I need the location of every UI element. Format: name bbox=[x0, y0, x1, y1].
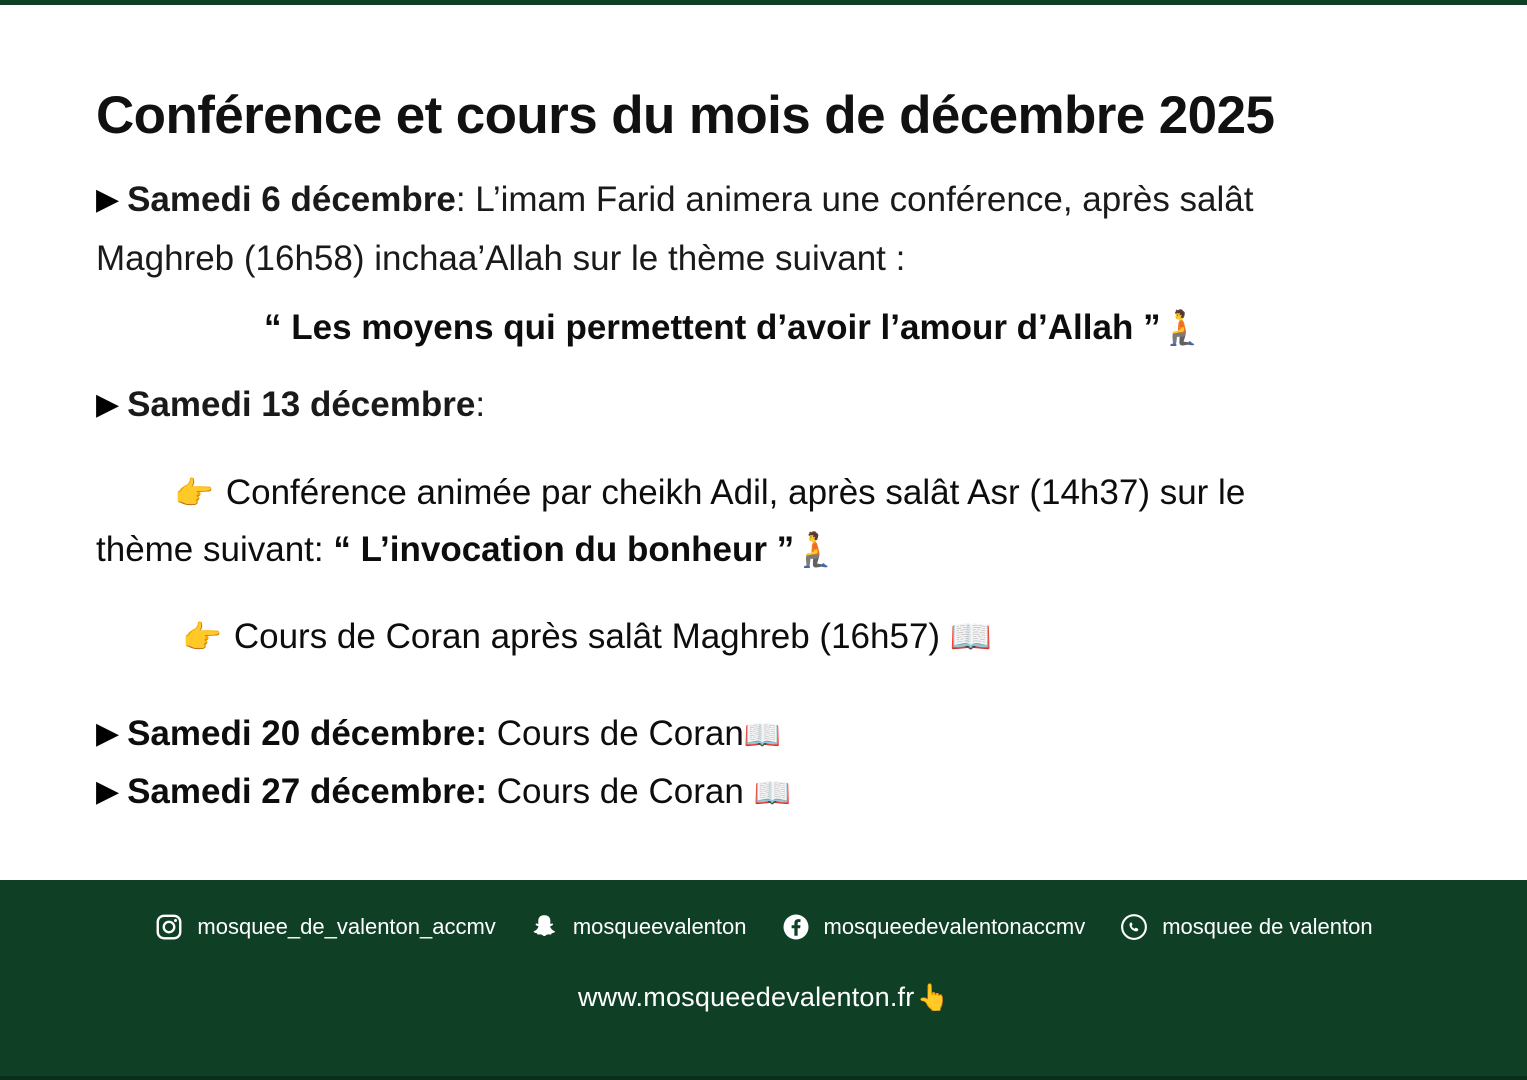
social-instagram-handle: mosquee_de_valenton_accmv bbox=[197, 914, 496, 939]
social-snapchat[interactable] bbox=[530, 912, 747, 942]
triangle-bullet-icon: ▶ bbox=[96, 183, 120, 217]
entry-dec20-text: Cours de Coran bbox=[496, 714, 744, 754]
pointing-hand-icon: 👉 bbox=[182, 617, 222, 656]
person-kneeling-icon: 🧎 bbox=[794, 529, 837, 570]
website-line[interactable] bbox=[0, 982, 1527, 1013]
pointing-hand-icon: 👉 bbox=[174, 474, 214, 513]
entry-dec20 bbox=[96, 705, 1439, 763]
person-kneeling-icon: 🧎 bbox=[1160, 307, 1203, 348]
triangle-bullet-icon: ▶ bbox=[96, 717, 120, 751]
social-whatsapp-handle: mosquee de valenton bbox=[1162, 914, 1373, 939]
entry-dec27-text: Cours de Coran bbox=[496, 772, 744, 812]
social-links bbox=[0, 912, 1527, 942]
entry-dec13-colon: : bbox=[475, 385, 486, 425]
entry-dec6-theme-text: “ Les moyens qui permettent d’avoir l’amour d’Allah ” bbox=[264, 307, 1161, 347]
entry-dec13-heading bbox=[96, 376, 1439, 435]
entry-dec13-item1-theme: “ L’invocation du bonheur ” bbox=[333, 529, 795, 569]
entry-dec6-theme bbox=[96, 305, 1439, 351]
social-facebook-handle: mosqueedevalentonaccmv bbox=[823, 914, 1086, 939]
quran-book-icon: 📖 bbox=[949, 616, 993, 657]
entry-dec13-item2 bbox=[96, 609, 1439, 666]
entry-dec6-text-line1: : L’imam Farid animera une conférence, après salât bbox=[455, 180, 1254, 220]
instagram-icon bbox=[154, 912, 184, 942]
page-title: Conférence et cours du mois de décembre 2025 bbox=[96, 86, 1275, 145]
facebook-icon bbox=[781, 912, 811, 942]
social-facebook[interactable] bbox=[781, 912, 1086, 942]
entry-dec6-text-line2: Maghreb (16h58) inchaa’Allah sur le thème suivant : bbox=[96, 239, 906, 279]
quran-book-icon: 📖 bbox=[753, 776, 791, 812]
entry-dec20-day: Samedi 20 décembre: bbox=[127, 714, 487, 754]
triangle-bullet-icon: ▶ bbox=[96, 388, 120, 422]
entry-dec27 bbox=[96, 763, 1439, 821]
entry-dec6-day: Samedi 6 décembre bbox=[127, 180, 456, 220]
entry-dec13-day: Samedi 13 décembre bbox=[127, 385, 476, 425]
entry-dec13-item1 bbox=[96, 465, 1439, 578]
entry-dec13-item1-line2-prefix: thème suivant: bbox=[96, 529, 324, 569]
entry-dec20-dec27-group bbox=[96, 705, 1439, 821]
whatsapp-icon bbox=[1119, 912, 1149, 942]
footer-bar bbox=[0, 880, 1527, 1080]
entry-dec13-item1-text: Conférence animée par cheikh Adil, après salât Asr (14h37) sur le bbox=[225, 473, 1246, 513]
triangle-bullet-icon: ▶ bbox=[96, 775, 120, 809]
social-whatsapp[interactable] bbox=[1119, 912, 1372, 942]
bottom-divider bbox=[0, 1076, 1527, 1080]
snapchat-icon bbox=[530, 912, 560, 942]
entry-dec13-item2-text: Cours de Coran après salât Maghreb (16h57) bbox=[233, 616, 941, 656]
website-url: www.mosqueedevalenton.fr bbox=[577, 982, 915, 1012]
social-snapchat-handle: mosqueevalenton bbox=[572, 914, 747, 939]
social-instagram[interactable] bbox=[154, 912, 495, 942]
quran-book-icon: 📖 bbox=[743, 718, 782, 754]
pointing-up-hand-icon: 👆 bbox=[916, 983, 950, 1013]
entry-dec6 bbox=[96, 171, 1439, 289]
entry-dec27-day: Samedi 27 décembre: bbox=[127, 772, 487, 812]
